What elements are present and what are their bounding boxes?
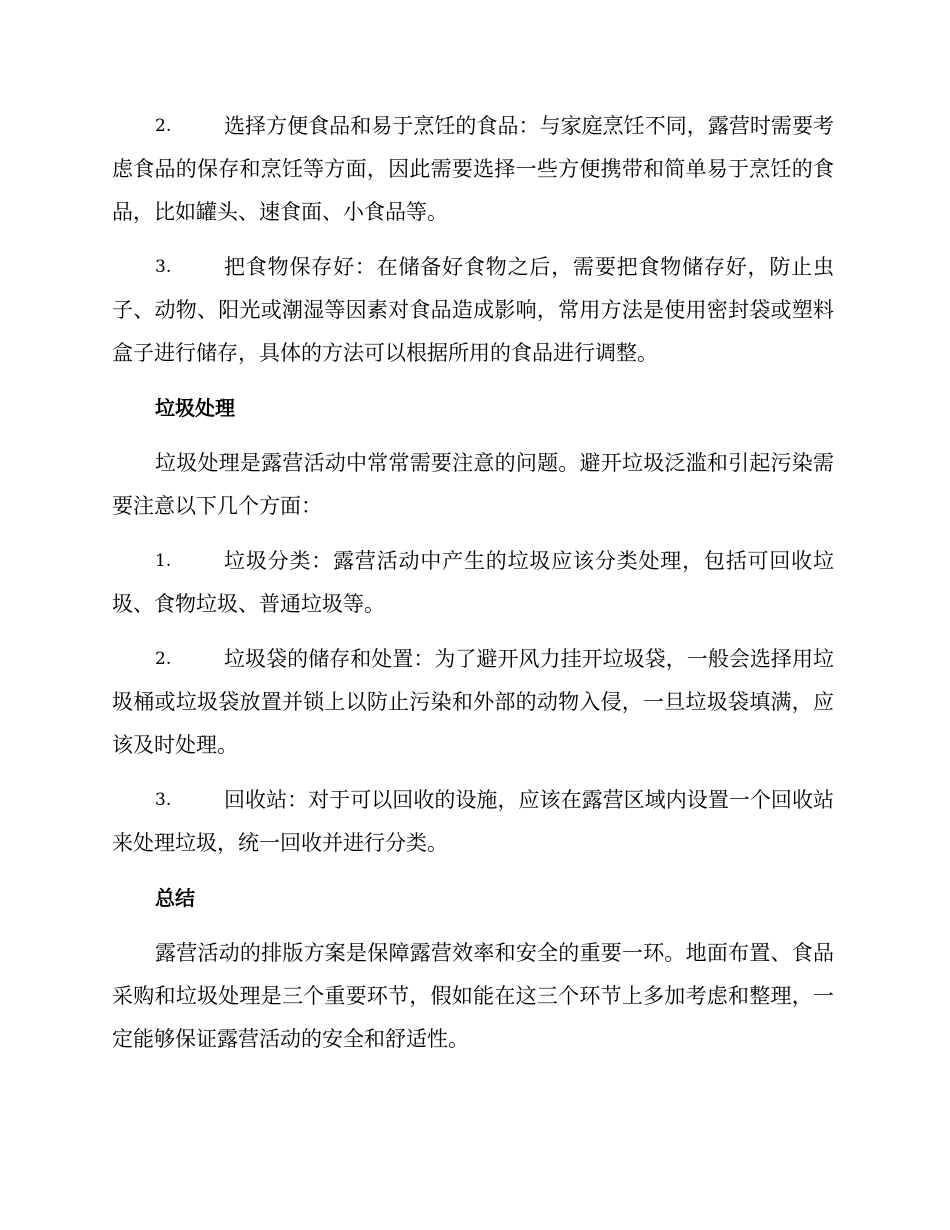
list-item-text: 选择方便食品和易于烹饪的食品：与家庭烹饪不同，露营时需要考虑食品的保存和烹饪等方面，因此需要选择一些方便携带和简单易于烹饪的食品，比如罐头、速食面、小食品等。 [112,114,834,224]
list-item-text: 垃圾分类：露营活动中产生的垃圾应该分类处理，包括可回收垃圾、食物垃圾、普通垃圾等。 [112,549,834,616]
section-heading-summary: 总结 [155,886,195,910]
list-number: 2. [155,649,172,669]
summary-paragraph: 露营活动的排版方案是保障露营效率和安全的重要一环。地面布置、食品采购和垃圾处理是三个重要环节，假如能在这三个环节上多加考虑和整理，一定能够保证露营活动的安全和舒适性。 [112,941,834,1051]
list-item-food-3 [112,246,834,375]
list-number: 3. [155,257,172,277]
list-item-food-2 [112,105,834,234]
section-heading-garbage: 垃圾处理 [155,396,235,420]
list-item-garbage-3 [112,779,834,865]
document-page [112,105,834,1061]
list-item-text: 垃圾袋的储存和处置：为了避开风力挂开垃圾袋，一般会选择用垃圾桶或垃圾袋放置并锁上以防止污染和外部的动物入侵，一旦垃圾袋填满，应该及时处理。 [112,647,834,757]
list-number: 1. [155,551,172,571]
list-item-garbage-2 [112,638,834,767]
list-item-garbage-1 [112,540,834,626]
list-item-text: 把食物保存好：在储备好食物之后，需要把食物储存好，防止虫子、动物、阳光或潮湿等因素对食品造成影响，常用方法是使用密封袋或塑料盒子进行储存，具体的方法可以根据所用的食品进行调整。 [112,255,834,365]
garbage-intro-paragraph: 垃圾处理是露营活动中常常需要注意的问题。避开垃圾泛滥和引起污染需要注意以下几个方面： [112,451,834,518]
list-number: 2. [155,116,172,136]
list-item-text: 回收站：对于可以回收的设施，应该在露营区域内设置一个回收站来处理垃圾，统一回收并进行分类。 [112,788,834,855]
list-number: 3. [155,790,172,810]
